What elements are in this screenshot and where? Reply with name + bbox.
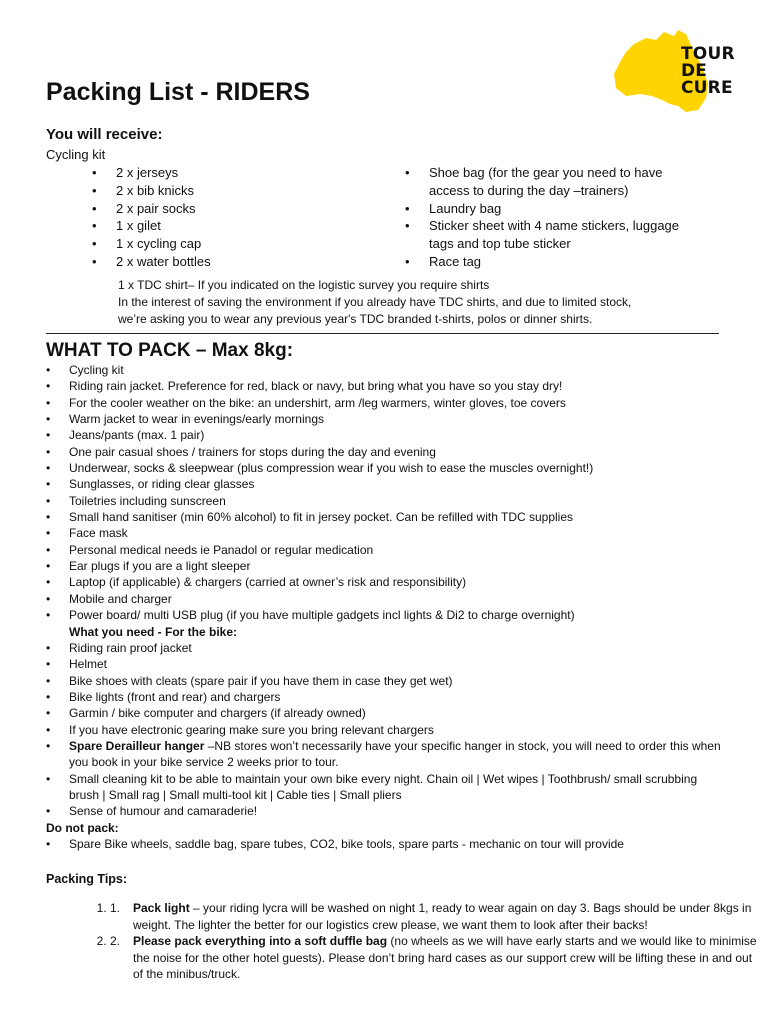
kit-list-right — [405, 164, 705, 271]
kit-item: • 2 x jerseys — [92, 164, 211, 182]
pack-item: • Small hand sanitiser (min 60% alcohol) to fit in jersey pocket. Can be refilled with TDC supplies — [46, 509, 726, 525]
logo-line-cure: CURE — [681, 78, 733, 98]
what-to-pack-heading: WHAT TO PACK – Max 8kg: — [46, 340, 294, 361]
packing-tips-list — [70, 900, 760, 983]
bike-item: • Riding rain proof jacket — [46, 640, 726, 656]
tip-bold: Please pack everything into a soft duffle bag — [133, 934, 388, 949]
do-not-pack-item: • Spare Bike wheels, saddle bag, spare tubes, CO2, bike tools, spare parts - mechanic on tour will provide — [46, 836, 726, 852]
pack-item: • Laptop (if applicable) & chargers (carried at owner’s risk and responsibility) — [46, 574, 726, 590]
do-not-pack-heading: Do not pack: — [46, 820, 119, 835]
pack-item: • Cycling kit — [46, 362, 726, 378]
tip-item — [110, 933, 760, 983]
pack-item: • Sunglasses, or riding clear glasses — [46, 476, 726, 492]
tip-text: – your riding lycra will be washed on night 1, ready to wear again on day 3. Bags should be under 8kgs in weight. The lighter the better for our logistics crew please, we want them to look after their backs! — [133, 901, 752, 932]
pack-item: • Ear plugs if you are a light sleeper — [46, 558, 726, 574]
pack-item: • Power board/ multi USB plug (if you have multiple gadgets incl lights & Di2 to charge overnight) — [46, 607, 726, 623]
kit-item: • 2 x pair socks — [92, 200, 211, 218]
cycling-kit-label: Cycling kit — [46, 147, 106, 162]
logo-line-tour: TOUR — [681, 44, 735, 64]
pack-item: • For the cooler weather on the bike: an undershirt, arm /leg warmers, winter gloves, toe covers — [46, 395, 726, 411]
shirt-note: 1 x TDC shirt– If you indicated on the logistic survey you require shirts — [118, 278, 490, 292]
shirt-note: we’re asking you to wear any previous year's TDC branded t-shirts, polos or dinner shirts. — [118, 312, 593, 326]
kit-item: • Sticker sheet with 4 name stickers, luggage tags and top tube sticker — [405, 217, 705, 253]
pack-item: • Underwear, socks & sleepwear (plus compression wear if you wish to ease the muscles overnight!) — [46, 460, 726, 476]
pack-item: • Face mask — [46, 525, 726, 541]
tip-number: 1. 1. — [110, 901, 121, 915]
kit-item: • 1 x cycling cap — [92, 235, 211, 253]
pack-item: • Personal medical needs ie Panadol or regular medication — [46, 542, 726, 558]
bike-item: • Bike shoes with cleats (spare pair if you have them in case they get wet) — [46, 673, 726, 689]
kit-item: • 2 x bib knicks — [92, 182, 211, 200]
logo-line-de: DE — [681, 61, 708, 81]
cleaning-kit-item: • Small cleaning kit to be able to maintain your own bike every night. Chain oil | Wet wipes | Toothbrush/ small scrubbing brush | Small rag | Small multi-tool kit | Cable ties | Small pliers — [46, 771, 726, 804]
tip-item — [110, 900, 760, 933]
derailleur-text: –NB stores won’t necessarily have your specific hanger in stock, you will need to order this when you book in your bike service 2 weeks prior to tour. — [69, 738, 721, 770]
kit-item: • 2 x water bottles — [92, 253, 211, 271]
bike-item: • Helmet — [46, 656, 726, 672]
tip-number: 2. 2. — [110, 934, 121, 949]
section-divider — [46, 333, 719, 334]
derailleur-item — [46, 738, 726, 771]
pack-item: • Jeans/pants (max. 1 pair) — [46, 427, 726, 443]
derailleur-bold: Spare Derailleur hanger — [69, 738, 205, 753]
logo-text — [681, 46, 735, 97]
packing-tips-heading: Packing Tips: — [46, 872, 128, 886]
shirt-notes — [118, 277, 631, 328]
tip-bold: Pack light — [133, 901, 190, 915]
humour-item: • Sense of humour and camaraderie! — [46, 803, 726, 819]
shirt-note: In the interest of saving the environment if you already have TDC shirts, and due to limited stock, — [118, 295, 632, 309]
bike-item: • If you have electronic gearing make sure you bring relevant chargers — [46, 722, 726, 738]
kit-item: • 1 x gilet — [92, 217, 211, 235]
kit-list-left — [92, 164, 211, 271]
pack-item: • Toiletries including sunscreen — [46, 493, 726, 509]
pack-item: • Riding rain jacket. Preference for red, black or navy, but bring what you have so you stay dry! — [46, 378, 726, 394]
bike-item: • Garmin / bike computer and chargers (if already owned) — [46, 705, 726, 721]
receive-heading: You will receive: — [46, 126, 163, 143]
kit-item: • Shoe bag (for the gear you need to have access to during the day –trainers) — [405, 164, 705, 200]
pack-list — [46, 362, 726, 852]
pack-item: • Mobile and charger — [46, 591, 726, 607]
kit-item: • Race tag — [405, 253, 705, 271]
pack-item: • Warm jacket to wear in evenings/early mornings — [46, 411, 726, 427]
bike-item: • Bike lights (front and rear) and chargers — [46, 689, 726, 705]
page-title: Packing List - RIDERS — [46, 78, 310, 106]
tip-text: (no wheels as we will have early starts and we would like to minimise the noise for the other hotel guests). Please don’t bring hard cases as our support crew will be lifting these in and out of the minibus/truck. — [133, 934, 757, 982]
kit-item: • Laundry bag — [405, 200, 705, 218]
pack-item: • One pair casual shoes / trainers for stops during the day and evening — [46, 444, 726, 460]
bike-subheading: What you need - For the bike: — [69, 624, 238, 639]
